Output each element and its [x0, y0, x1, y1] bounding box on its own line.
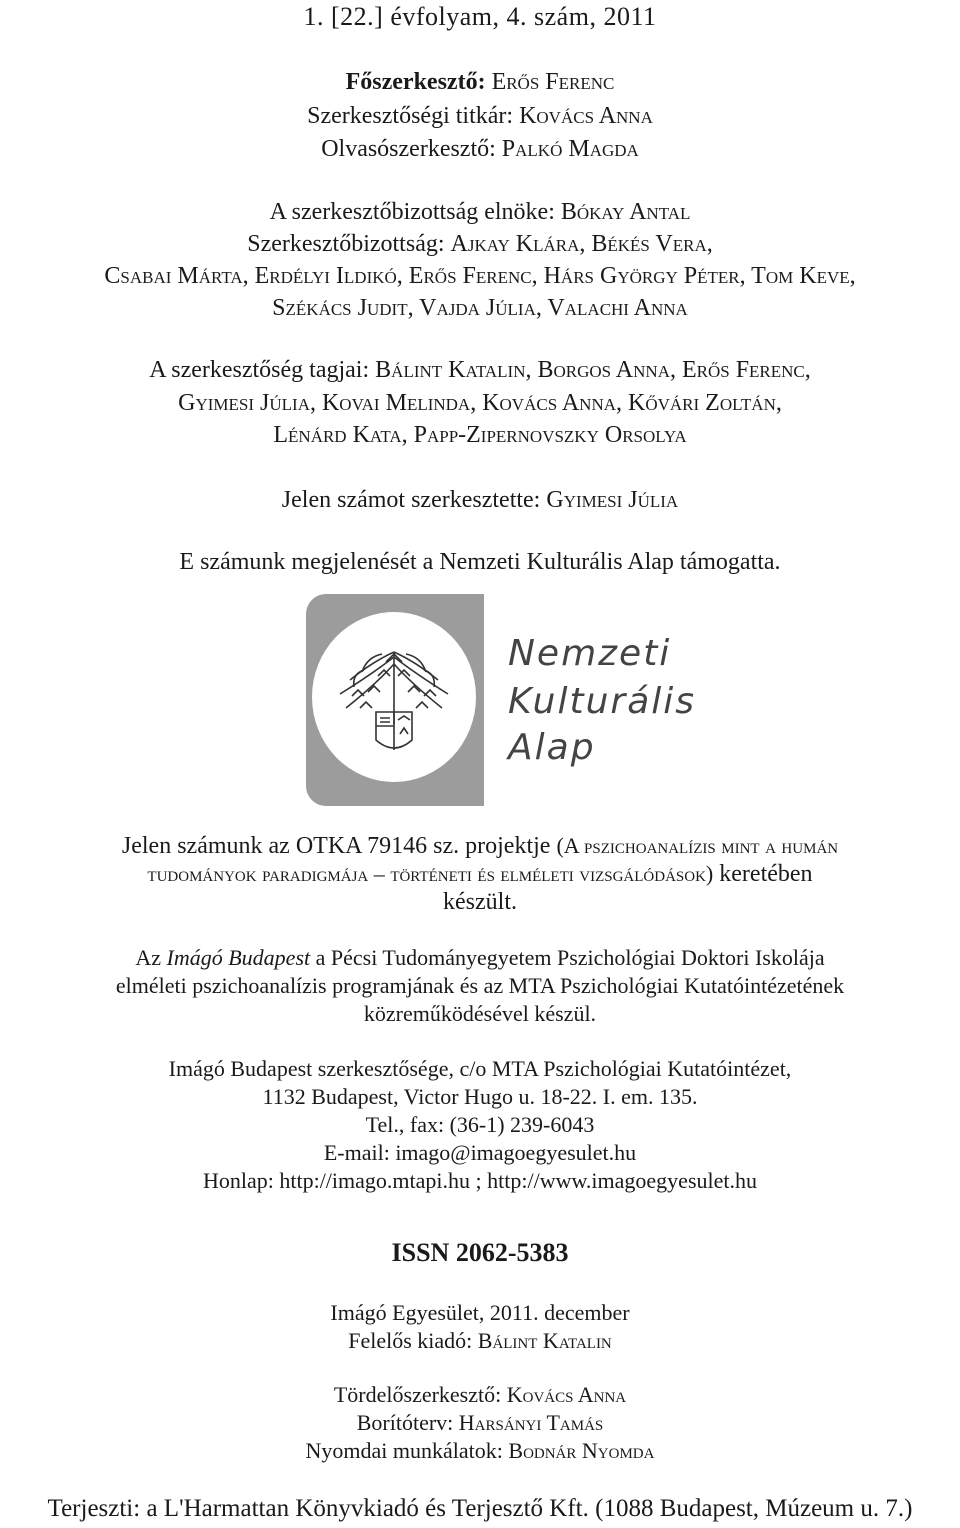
layout-editor-line: [0, 1384, 960, 1406]
staff-line-1: [0, 358, 960, 382]
staff-names-1: Bálint Katalin, Borgos Anna, Erős Ferenc,: [375, 357, 811, 383]
board-chair-label: A szerkesztőbizottság elnöke:: [269, 199, 555, 225]
publisher-line-2: [0, 1330, 960, 1352]
secretary-line: [0, 104, 960, 128]
chief-editor-line: [0, 70, 960, 94]
printing-line: [0, 1440, 960, 1462]
board-members-line-2: Csabai Márta, Erdélyi Ildikó, Erős Ferenc, Hárs György Péter, Tom Keve,: [104, 263, 856, 289]
about-line-1: [0, 947, 960, 969]
chief-editor-name: Erős Ferenc: [491, 69, 615, 95]
secretary-name: Kovács Anna: [519, 103, 653, 129]
support-line: E számunk megjelenését a Nemzeti Kulturális Alap támogatta.: [179, 549, 781, 575]
issue-editor-label: Jelen számot szerkesztette:: [281, 487, 541, 513]
board-members-names-1: Ajkay Klára, Békés Vera,: [450, 231, 713, 257]
publisher-name: Bálint Katalin: [477, 1328, 612, 1353]
board-members-line-1: [0, 232, 960, 256]
secretary-label: Szerkesztőségi titkár:: [307, 103, 514, 129]
otka-post: keretében: [719, 861, 813, 887]
journal-title: Imágó Budapest: [166, 945, 311, 970]
printing-label: Nyomdai munkálatok:: [305, 1438, 503, 1463]
nka-logo-text-3: Alap: [508, 727, 596, 768]
otka-text: Jelen számunk az OTKA 79146 sz. projektje: [121, 833, 551, 859]
otka-project-2: tudományok paradigmája – történeti és elméleti vizsgálódások): [147, 861, 714, 886]
otka-line-1: [0, 834, 960, 858]
cover-design-label: Borítóterv:: [356, 1410, 454, 1435]
reader-editor-line: [0, 137, 960, 161]
staff-label: A szerkesztőség tagjai:: [149, 357, 370, 383]
nka-logo-text-2: Kulturális: [508, 681, 697, 722]
staff-line-2: Gyimesi Júlia, Kovai Melinda, Kovács Anna, Kővári Zoltán,: [178, 390, 782, 416]
otka-project-1: (A pszichoanalízis mint a humán: [556, 833, 839, 858]
publisher-line-1: Imágó Egyesület, 2011. december: [330, 1300, 630, 1325]
issn: ISSN 2062-5383: [391, 1238, 569, 1267]
staff-line-3: Lénárd Kata, Papp-Zipernovszky Orsolya: [273, 422, 687, 448]
about-line-3: közreműködésével készül.: [363, 1001, 597, 1026]
nka-logo-text-1: Nemzeti: [508, 633, 672, 674]
board-chair-line: [0, 200, 960, 224]
cover-design-line: [0, 1412, 960, 1434]
contact-phone: Tel., fax: (36-1) 239-6043: [365, 1112, 595, 1137]
reader-editor-label: Olvasószerkesztő:: [321, 136, 496, 162]
otka-line-2: [0, 862, 960, 886]
layout-editor-name: Kovács Anna: [506, 1382, 627, 1407]
board-members-label: Szerkesztőbizottság:: [247, 231, 445, 257]
otka-line-3: készült.: [443, 889, 517, 915]
board-chair-name: Bókay Antal: [560, 199, 691, 225]
printing-name: Bodnár Nyomda: [508, 1438, 655, 1463]
tree-coat-of-arms-icon: [312, 612, 476, 782]
about-line-2: elméleti pszichoanalízis programjának és az MTA Pszichológiai Kutatóintézetének: [115, 973, 845, 998]
board-members-line-3: Székács Judit, Vajda Júlia, Valachi Anna: [272, 295, 688, 321]
about-az: Az: [135, 945, 162, 970]
contact-line-1: Imágó Budapest szerkesztősége, c/o MTA Pszichológiai Kutatóintézet,: [168, 1056, 792, 1081]
contact-email: E-mail: imago@imagoegyesulet.hu: [323, 1140, 637, 1165]
layout-editor-label: Tördelőszerkesztő:: [333, 1382, 502, 1407]
contact-address: 1132 Budapest, Victor Hugo u. 18-22. I. em. 135.: [262, 1084, 698, 1109]
distribution-line: Terjeszti: a L'Harmattan Könyvkiadó és Terjesztő Kft. (1088 Budapest, Múzeum u. 7.): [47, 1495, 913, 1522]
issue-header: 1. [22.] évfolyam, 4. szám, 2011: [303, 2, 657, 31]
publisher-label: Felelős kiadó:: [348, 1328, 473, 1353]
issue-editor-line: [0, 488, 960, 512]
contact-website: Honlap: http://imago.mtapi.hu ; http://www.imagoegyesulet.hu: [202, 1168, 757, 1193]
reader-editor-name: Palkó Magda: [501, 136, 639, 162]
chief-editor-label: Főszerkesztő:: [345, 69, 486, 95]
issue-editor-name: Gyimesi Júlia: [546, 487, 679, 513]
cover-design-name: Harsányi Tamás: [458, 1410, 604, 1435]
about-rest: a Pécsi Tudományegyetem Pszichológiai Doktori Iskolája: [315, 945, 825, 970]
